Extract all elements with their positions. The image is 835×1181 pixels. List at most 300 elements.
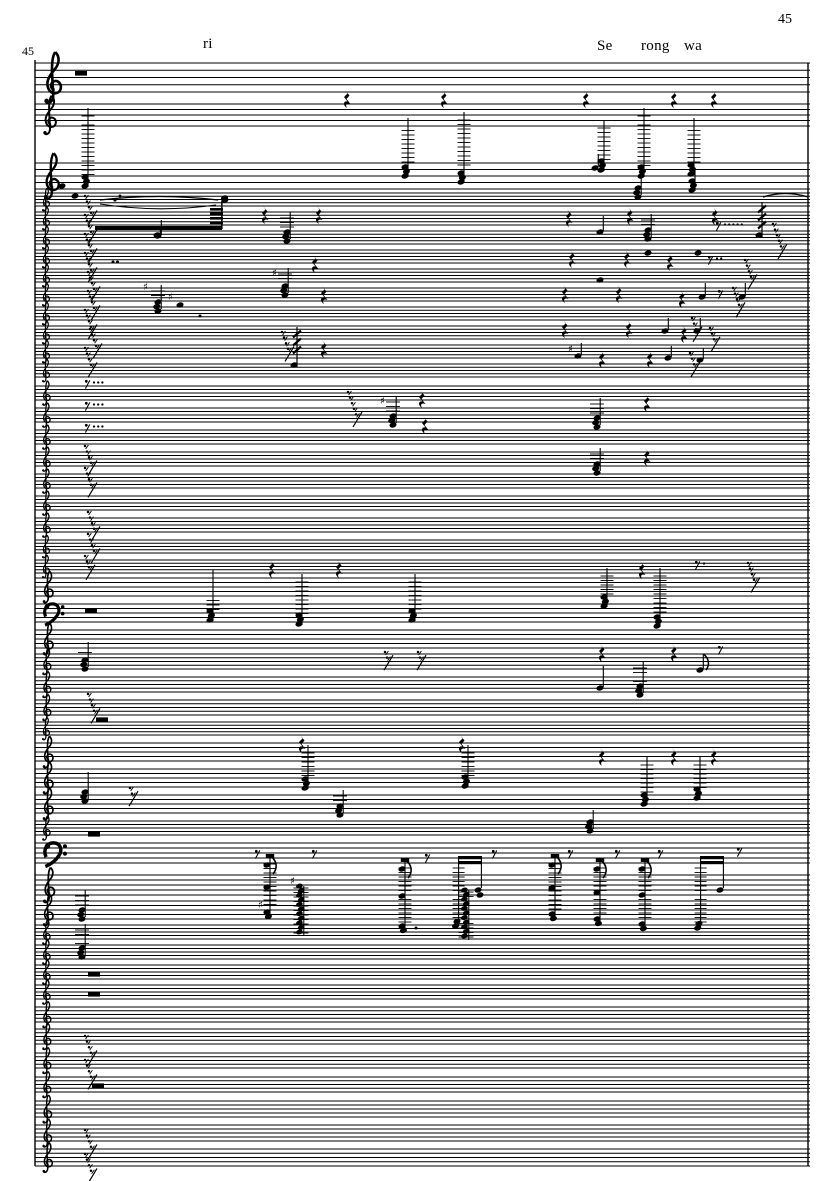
staff [35,288,810,301]
half-rest-icon [92,1083,104,1088]
dot [695,328,698,331]
treble-clef-icon [42,1047,44,1049]
dot [90,1170,93,1173]
flag [555,856,561,874]
treble-clef-icon [42,695,44,697]
bass-clef-icon [63,844,67,848]
dot [355,413,358,416]
dot [93,550,96,553]
quarter-rest-icon [624,250,631,268]
dot [93,381,95,383]
sharp-icon: ♯ [258,900,263,911]
treble-clef-icon [42,513,44,515]
dot [97,425,99,427]
slash [93,343,102,358]
quarter-rest-icon [681,325,688,343]
dot [287,348,290,351]
dot [84,195,87,198]
dot [93,425,95,427]
dot [353,408,356,411]
staff [35,408,810,422]
dot [87,290,90,293]
dot [89,516,92,519]
flag [270,856,276,874]
quarter-rest-icon [711,748,718,766]
dot [86,238,89,241]
quarter-rest-icon [599,748,606,766]
dot [772,223,775,226]
dot [708,256,711,259]
dot [90,1146,93,1149]
staff [35,604,810,622]
dot [91,282,94,285]
dot [86,1158,89,1161]
quarter-rest-icon [321,340,328,358]
beam [210,222,223,225]
treble-clef-icon [42,323,44,325]
dot [86,472,89,475]
sharp-icon: ♯ [272,268,277,279]
treble-clef-icon [43,791,46,794]
dot [86,219,89,222]
dot [384,651,387,654]
sharp-icon: ♯ [143,282,148,293]
staff [35,769,810,787]
dot [695,561,698,564]
whole-rest-icon [88,832,100,837]
quarter-rest-icon [269,560,276,578]
dot [90,484,93,487]
dot [347,391,350,394]
dot [116,261,119,264]
staff [35,722,810,735]
treble-clef-icon [42,342,44,344]
treble-clef-icon [42,942,44,944]
slash [88,362,97,377]
treble-clef-icon [42,1025,44,1027]
dot [89,276,92,279]
staff [35,578,810,596]
staff [35,1053,810,1068]
treble-clef-icon [42,1095,44,1097]
dot [283,336,286,339]
dot [716,222,719,225]
dot [93,339,96,342]
dot [718,646,721,649]
staff [35,985,810,999]
dot [748,270,751,273]
staff [35,212,810,225]
dot [91,333,94,336]
treble-clef-icon [42,672,44,674]
staff [35,901,810,919]
lyric-syllable-ri: ri [203,36,213,52]
dot [750,276,753,279]
dot [492,850,495,853]
notehead [694,250,702,257]
dot [93,403,95,405]
slash [91,286,100,301]
dot [737,848,740,851]
dot [88,320,91,323]
quarter-rest-icon [599,644,606,662]
quarter-rest-icon [569,250,576,268]
slash [88,210,97,225]
whole-rest-icon [88,992,100,997]
dot [89,538,92,541]
quarter-rest-icon [344,90,351,108]
sharp-icon: ♯ [568,344,573,355]
dot [349,396,352,399]
dot [90,250,93,253]
dot [84,347,87,350]
treble-clef-icon [42,447,44,449]
dot [84,309,87,312]
dot [87,511,90,514]
treble-clef-icon [42,491,44,493]
dot [84,1153,87,1156]
slash [88,1168,97,1181]
dot [774,228,777,231]
dot [84,555,87,558]
dot [86,1134,89,1137]
quarter-rest-icon [583,90,590,108]
dot [734,292,737,295]
quarter-rest-icon [336,560,343,578]
sharp-icon: ♯ [168,292,173,303]
dot [88,263,91,266]
quarter-rest-icon [459,735,466,753]
quarter-rest-icon [671,644,678,662]
dot [84,445,87,448]
dot [732,223,734,225]
quarter-rest-icon [441,90,448,108]
staff [35,743,810,761]
beam [458,856,482,859]
dot [84,467,87,470]
treble-clef-icon [43,1170,46,1173]
dot [85,380,88,383]
dot [88,1046,91,1049]
dot [419,656,422,659]
notehead [644,250,652,257]
dot [88,1140,91,1143]
treble-clef-icon [42,718,44,720]
treble-clef-icon [42,1145,44,1147]
dot [753,579,756,582]
beam [700,861,724,864]
quarter-rest-icon [312,255,319,273]
notehead [460,933,468,939]
dot [131,792,134,795]
dot [738,304,741,307]
dot [90,231,93,234]
staff [35,430,810,444]
dot [91,522,94,525]
whole-rest-icon [88,972,100,977]
dot [90,1076,93,1079]
treble-clef-icon [42,962,44,964]
treble-clef-icon [42,209,44,211]
slash [353,412,362,427]
dot [86,1064,89,1067]
dot [93,307,96,310]
dot [84,252,87,255]
page-number: 45 [778,12,792,27]
dot [90,1052,93,1055]
dot [693,363,696,366]
staff [35,269,810,282]
dot [255,850,258,853]
dot [113,198,116,201]
quarter-rest-icon [671,748,678,766]
bass-clef-icon [63,852,67,856]
dot [749,567,752,570]
slash [751,577,760,592]
dot [281,331,284,334]
dot [711,332,714,335]
staff [35,925,810,939]
dot [736,223,738,225]
dot [101,425,103,427]
dot [689,352,692,355]
dot [90,462,93,465]
staff [35,193,810,206]
slash [88,229,97,244]
dot [88,478,91,481]
dot [89,295,92,298]
dot [88,566,91,569]
slash [91,305,100,320]
dot [736,298,739,301]
dot [415,927,418,930]
dot [709,327,712,330]
dot [91,544,94,547]
dot [732,287,735,290]
staff [35,1007,810,1022]
treble-clef-icon [42,1121,44,1123]
notehead [71,193,79,200]
dot [90,364,93,367]
treble-clef-icon [42,285,44,287]
quarter-rest-icon [599,350,606,368]
staff [35,630,810,648]
dot [86,560,89,563]
dot [93,710,96,713]
dot [84,233,87,236]
dot [87,271,90,274]
dot [86,200,89,203]
dot [84,1129,87,1132]
dot [85,402,88,405]
staff [35,965,810,979]
treble-clef-icon [43,765,46,768]
dot [88,244,91,247]
dot [351,402,354,405]
treble-clef-icon [42,469,44,471]
treble-clef-icon [43,817,46,820]
bass-clef-icon [44,604,49,609]
beam [210,213,223,216]
bass-clef-icon [61,605,65,609]
quarter-rest-icon [711,90,718,108]
dot [780,245,783,248]
treble-clef-icon [42,738,44,740]
treble-clef-icon [42,403,44,405]
treble-clef-icon [43,131,46,134]
dot [716,257,718,259]
treble-clef-icon [42,838,44,840]
dot [658,850,661,853]
staff [35,1029,810,1044]
dot [744,259,747,262]
whole-rest-icon [75,71,87,76]
dot [88,456,91,459]
dot [88,1164,91,1167]
dot [90,212,93,215]
dot [86,450,89,453]
dot [703,562,705,564]
dot [86,352,89,355]
dot [691,317,694,320]
quarter-rest-icon [647,350,654,368]
slash [91,548,100,563]
quarter-rest-icon [299,735,306,753]
staff [35,821,810,835]
dot [84,1059,87,1062]
treble-clef-icon [44,99,48,103]
sharp-icon: ♯ [290,876,295,887]
dot [90,269,93,272]
beam [210,217,223,220]
slash [88,267,97,282]
dot [693,322,696,325]
staff [35,540,810,553]
staff [35,1149,810,1166]
staff [35,307,810,320]
dot [95,345,98,348]
quarter-rest-icon [627,207,634,225]
beam [458,861,482,864]
staff [35,386,810,400]
dot [97,403,99,405]
treble-clef-icon [42,535,44,537]
dot [84,1035,87,1038]
dot [85,424,88,427]
dot [724,223,726,225]
staff [35,677,810,692]
dot [86,314,89,317]
dot [93,528,96,531]
staff [35,1077,810,1092]
staff [35,518,810,532]
staff [35,231,810,244]
treble-clef-icon [42,556,44,558]
dot [285,342,288,345]
dot [728,223,730,225]
beam [210,208,223,211]
flag [703,654,708,670]
staff [35,945,810,959]
treble-clef-icon [42,1002,44,1004]
notehead [295,929,303,935]
staff [35,345,810,358]
treble-clef-icon [42,266,44,268]
staff [35,1125,810,1141]
dot [87,533,90,536]
measure-number: 45 [22,44,34,58]
lyric-syllable-rong: rong [641,38,670,54]
treble-clef-icon [43,600,46,603]
quarter-rest-icon [644,448,651,466]
staff [35,63,810,92]
dot [86,1040,89,1043]
dot [87,693,90,696]
dot [691,357,694,360]
dot [84,214,87,217]
dot [93,288,96,291]
bass-clef-icon [61,612,65,616]
dot [713,338,716,341]
staff [35,250,810,263]
bass-clef-icon [45,844,50,849]
dot [88,358,91,361]
treble-clef-icon [42,247,44,249]
dot [119,195,122,198]
staff [35,452,810,466]
staff [35,1101,810,1117]
dot [386,656,389,659]
sharp-icon: ♯ [380,396,385,407]
dot [86,257,89,260]
lyric-syllable-wa: wa [684,38,703,54]
staff [35,560,810,573]
dot [101,381,103,383]
dot [776,234,779,237]
beam [95,226,222,230]
staff [35,875,810,895]
treble-clef-icon [42,228,44,230]
dot [747,562,750,565]
whole-rest-icon [85,608,97,613]
beam [700,856,724,859]
dot [88,1070,91,1073]
dot [88,206,91,209]
dot [425,854,428,857]
dot [89,698,92,701]
treble-clef-icon [42,1071,44,1073]
dot [720,257,722,259]
dot [91,704,94,707]
dot [101,403,103,405]
dot [91,301,94,304]
dot [615,850,618,853]
quarter-rest-icon [671,90,678,108]
dot [417,651,420,654]
treble-clef-icon [42,380,44,382]
staff [35,326,810,339]
dot [312,850,315,853]
dot [89,328,92,331]
treble-clef-icon [42,304,44,306]
dot [199,315,202,318]
dot [741,223,743,225]
lyric-syllable-se: Se [597,38,613,54]
quarter-rest-icon [667,253,674,271]
treble-clef-icon [42,425,44,427]
dot [751,573,754,576]
slash [88,248,97,263]
